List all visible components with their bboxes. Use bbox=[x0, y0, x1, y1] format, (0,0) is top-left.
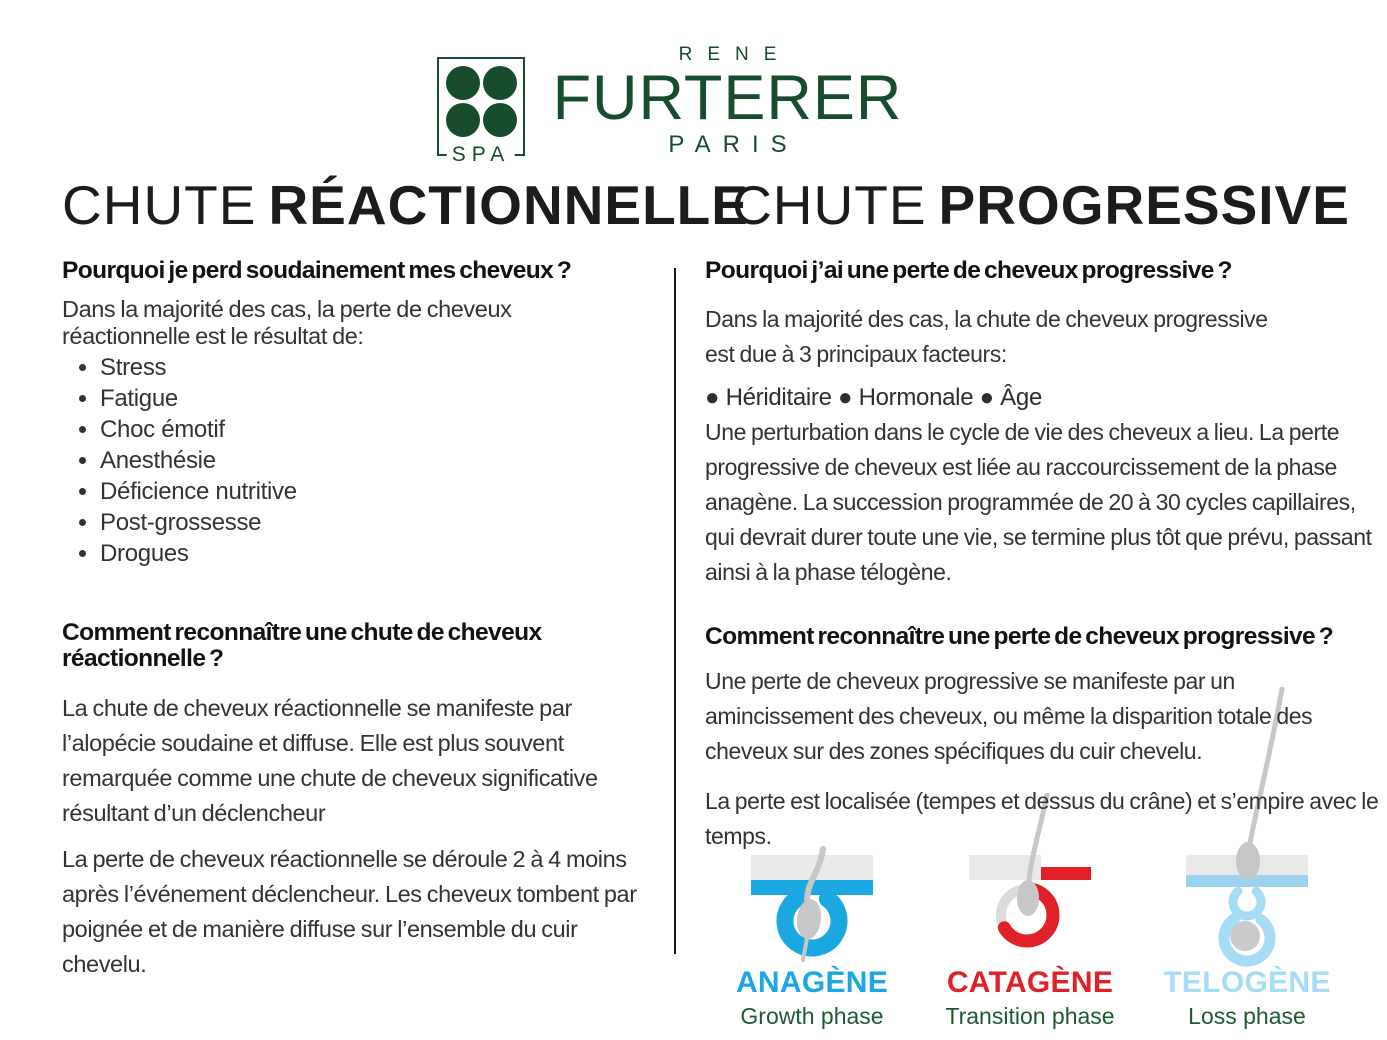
right-question-1: Pourquoi j’ai une perte de cheveux progressive ? bbox=[705, 257, 1232, 284]
left-question-2-line2: réactionnelle ? bbox=[62, 645, 224, 672]
list-item: • Post-grossesse bbox=[100, 507, 620, 538]
list-item: • Choc émotif bbox=[100, 414, 620, 445]
right-intro-line2: est due à 3 principaux facteurs: bbox=[705, 341, 1007, 367]
title-progressive: PROGRESSIVE bbox=[938, 174, 1350, 236]
title-chute: CHUTE bbox=[62, 174, 257, 236]
left-question-2-line1: Comment reconnaître une chute de cheveux bbox=[62, 619, 542, 646]
right-column-title bbox=[705, 174, 1377, 236]
phase-subtitle: Transition phase bbox=[945, 1003, 1115, 1029]
brand-rene: RENE bbox=[678, 44, 792, 65]
follicle-bar bbox=[1041, 867, 1091, 880]
spa-dot-icon bbox=[483, 103, 517, 137]
spa-dot-icon bbox=[483, 66, 517, 100]
title-chute: CHUTE bbox=[732, 174, 927, 236]
anagene-follicle-icon bbox=[737, 845, 887, 975]
brand-furterer: FURTERER bbox=[552, 63, 903, 133]
spa-dot-icon bbox=[446, 66, 480, 100]
hair-bulb bbox=[1017, 880, 1039, 916]
list-item: • Fatigue bbox=[100, 383, 620, 414]
trigger-list bbox=[62, 352, 620, 569]
right-intro-line1: Dans la majorité des cas, la chute de cheveux progressive bbox=[705, 306, 1268, 332]
papilla-ball bbox=[1230, 921, 1260, 951]
left-intro-line2: réactionnelle est le résultat de: bbox=[62, 323, 364, 349]
spa-label: SPA bbox=[447, 143, 515, 167]
title-reactionnelle: RÉACTIONNELLE bbox=[268, 174, 749, 236]
brand-paris: PARIS bbox=[668, 131, 799, 158]
right-paragraph-2: Une perte de cheveux progressive se manifeste par un amincissement des cheveux, ou même la disparition totale des cheveux sur des zones spécifiques du cuir chevelu. bbox=[705, 668, 1313, 764]
left-column-title bbox=[62, 174, 749, 236]
phase-name: ANAGÈNE bbox=[735, 966, 889, 999]
right-paragraph-3: La perte est localisée (tempes et dessus du crâne) et s’empire avec le temps. bbox=[705, 788, 1379, 849]
right-intro bbox=[705, 302, 1385, 372]
list-item: • Drogues bbox=[100, 538, 620, 569]
list-item: • Anesthésie bbox=[100, 445, 620, 476]
phase-subtitle: Growth phase bbox=[740, 1003, 884, 1029]
spa-logo-box bbox=[437, 57, 525, 166]
brand-logo bbox=[545, 44, 910, 159]
right-question-2: Comment reconnaître une perte de cheveux progressive ? bbox=[705, 623, 1334, 650]
left-paragraph-2: La perte de cheveux réactionnelle se déroule 2 à 4 moins après l’événement déclencheur. Les cheveux tombent par poignée et de manière diffuse sur l’ensemble du cuir chevelu. bbox=[62, 846, 637, 977]
phase-subtitle: Loss phase bbox=[1188, 1003, 1306, 1029]
left-paragraph-1: La chute de cheveux réactionnelle se manifeste par l’alopécie soudaine et diffuse. Elle est plus souvent remarquée comme une chute de cheveux significative résultant d’un déclencheur bbox=[62, 695, 598, 826]
column-divider bbox=[674, 268, 676, 954]
telogene-labels bbox=[1152, 966, 1342, 1030]
left-intro-line1: Dans la majorité des cas, la perte de cheveux bbox=[62, 296, 512, 322]
left-question-2 bbox=[62, 620, 647, 672]
list-item: • Déficience nutritive bbox=[100, 476, 620, 507]
spa-dots-icon bbox=[439, 66, 523, 137]
anagene-labels bbox=[717, 966, 907, 1030]
left-question-1: Pourquoi je perd soudainement mes cheveux ? bbox=[62, 257, 572, 284]
spa-dot-icon bbox=[446, 103, 480, 137]
list-item: • Stress bbox=[100, 352, 620, 383]
factors-line: ● Hériditaire ● Hormonale ● Âge bbox=[705, 384, 1042, 411]
left-intro bbox=[62, 296, 662, 350]
phase-name: CATAGÈNE bbox=[946, 966, 1114, 999]
right-paragraph-1: Une perturbation dans le cycle de vie des cheveux a lieu. La perte progressive de cheveux est liée au raccourcissement de la phase anagène. La succession programmée de 20 à 30 cycles capillaires, qui devrait durer toute une vie, se termine plus tôt que prévu, passant ainsi à la phase télogène. bbox=[705, 419, 1372, 585]
catagene-labels bbox=[935, 966, 1125, 1030]
phase-name: TELOGÈNE bbox=[1163, 966, 1331, 999]
